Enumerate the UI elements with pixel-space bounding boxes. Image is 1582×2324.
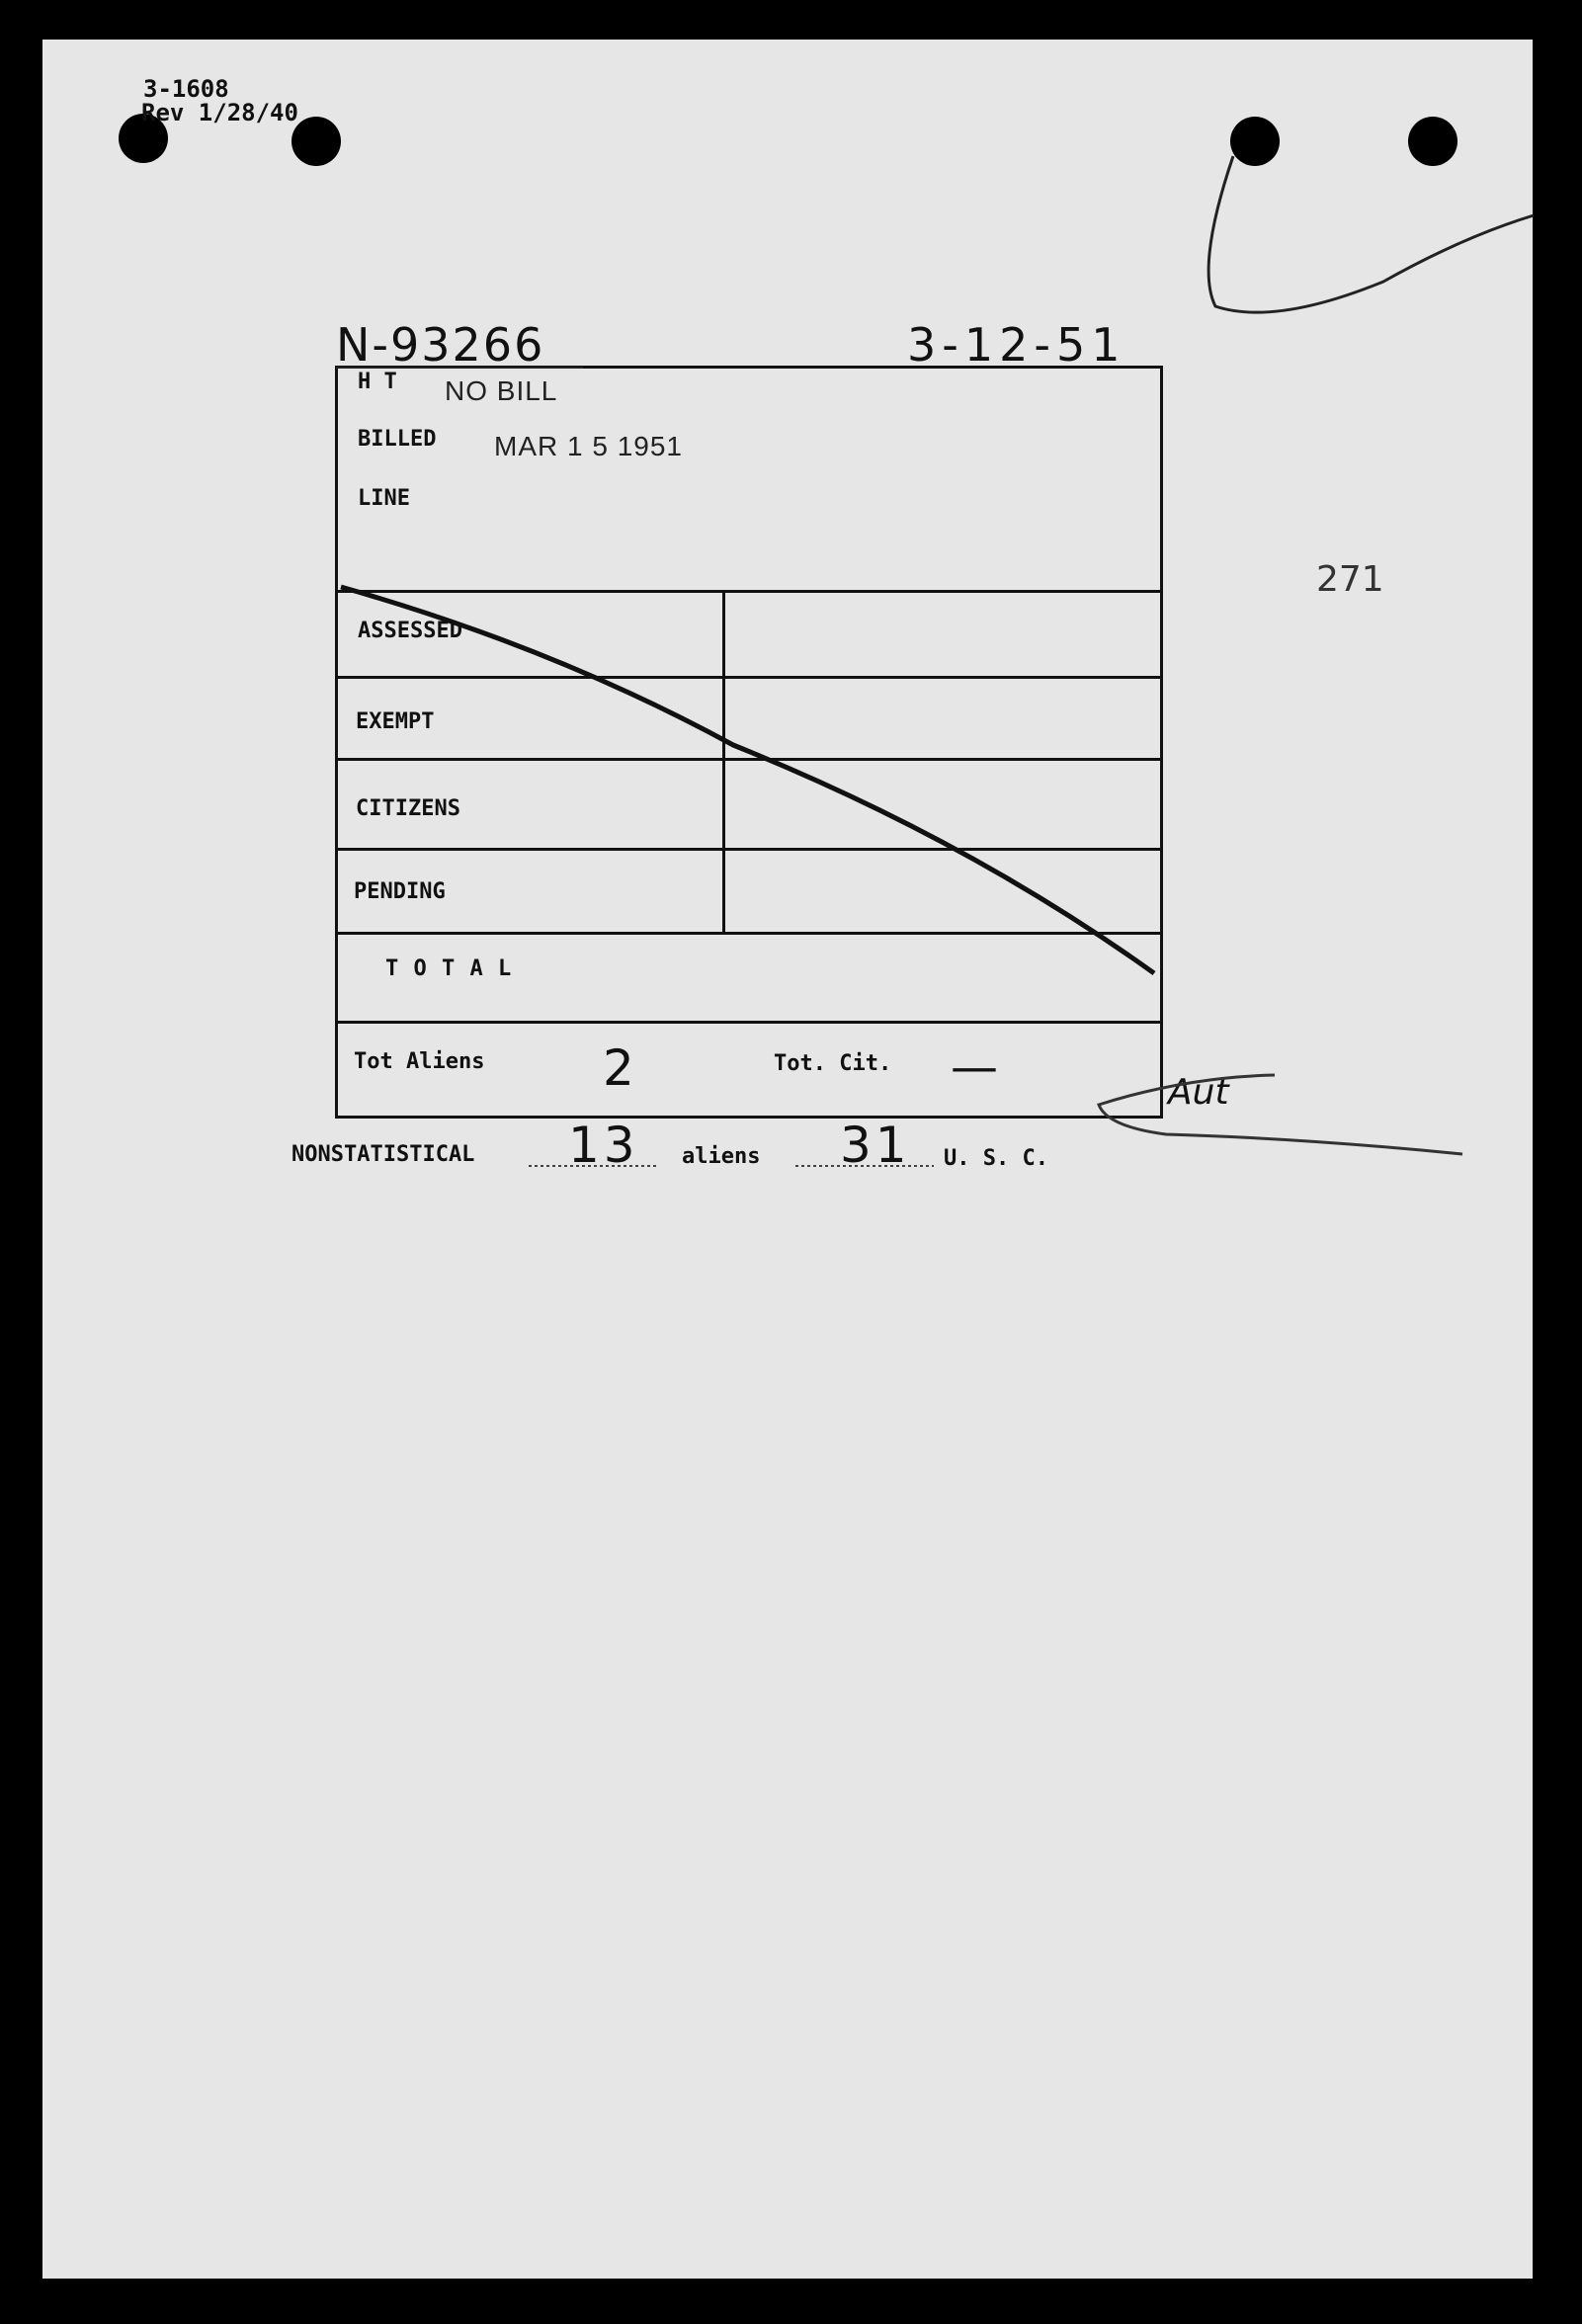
form-number: 3-1608 [143,75,229,103]
nonstatistical-usc-label: U. S. C. [944,1146,1048,1171]
divider-row-3 [335,848,1163,851]
tot-aliens-value: 2 [603,1039,634,1097]
row-label-pending: PENDING [354,879,446,904]
form-revision: Rev 1/28/40 [141,99,298,126]
row-label-assessed: ASSESSED [358,619,462,643]
handwritten-initials: Aut [1168,1072,1229,1113]
side-number: 271 [1316,559,1384,600]
total-label: T O T A L [385,956,513,981]
divider-total [335,1021,1163,1024]
row-label-citizens: CITIZENS [356,796,460,821]
divider-row-1 [335,676,1163,679]
header-date: 3-12-51 [907,318,1126,372]
tot-cit-label: Tot. Cit. [774,1051,892,1076]
form-code [143,77,298,124]
billed-label: BILLED [358,427,437,452]
divider-row-2 [335,758,1163,761]
nonstatistical-label: NONSTATISTICAL [291,1142,475,1167]
row-label-exempt: EXEMPT [356,709,435,734]
nonstatistical-aliens-label: aliens [682,1144,761,1169]
punch-hole-left-2 [291,117,341,166]
nonstatistical-aliens-value: 13 [568,1117,639,1174]
ht-stamp: NO BILL [445,375,558,406]
line-label: LINE [358,486,410,511]
file-number: N-93266 [336,318,545,372]
nonstatistical-usc-value: 31 [840,1117,911,1174]
punch-hole-right-2 [1408,117,1457,166]
column-divider [722,590,725,932]
billed-stamp: MAR 1 5 1951 [494,431,683,461]
tot-aliens-label: Tot Aliens [354,1049,485,1074]
punch-hole-right-1 [1230,117,1280,166]
divider-row-4 [335,932,1163,935]
divider-line-section [335,590,1163,593]
tally-form-box [335,366,1163,1119]
ht-label: H T [358,370,397,394]
tot-cit-value: — [951,1039,998,1095]
